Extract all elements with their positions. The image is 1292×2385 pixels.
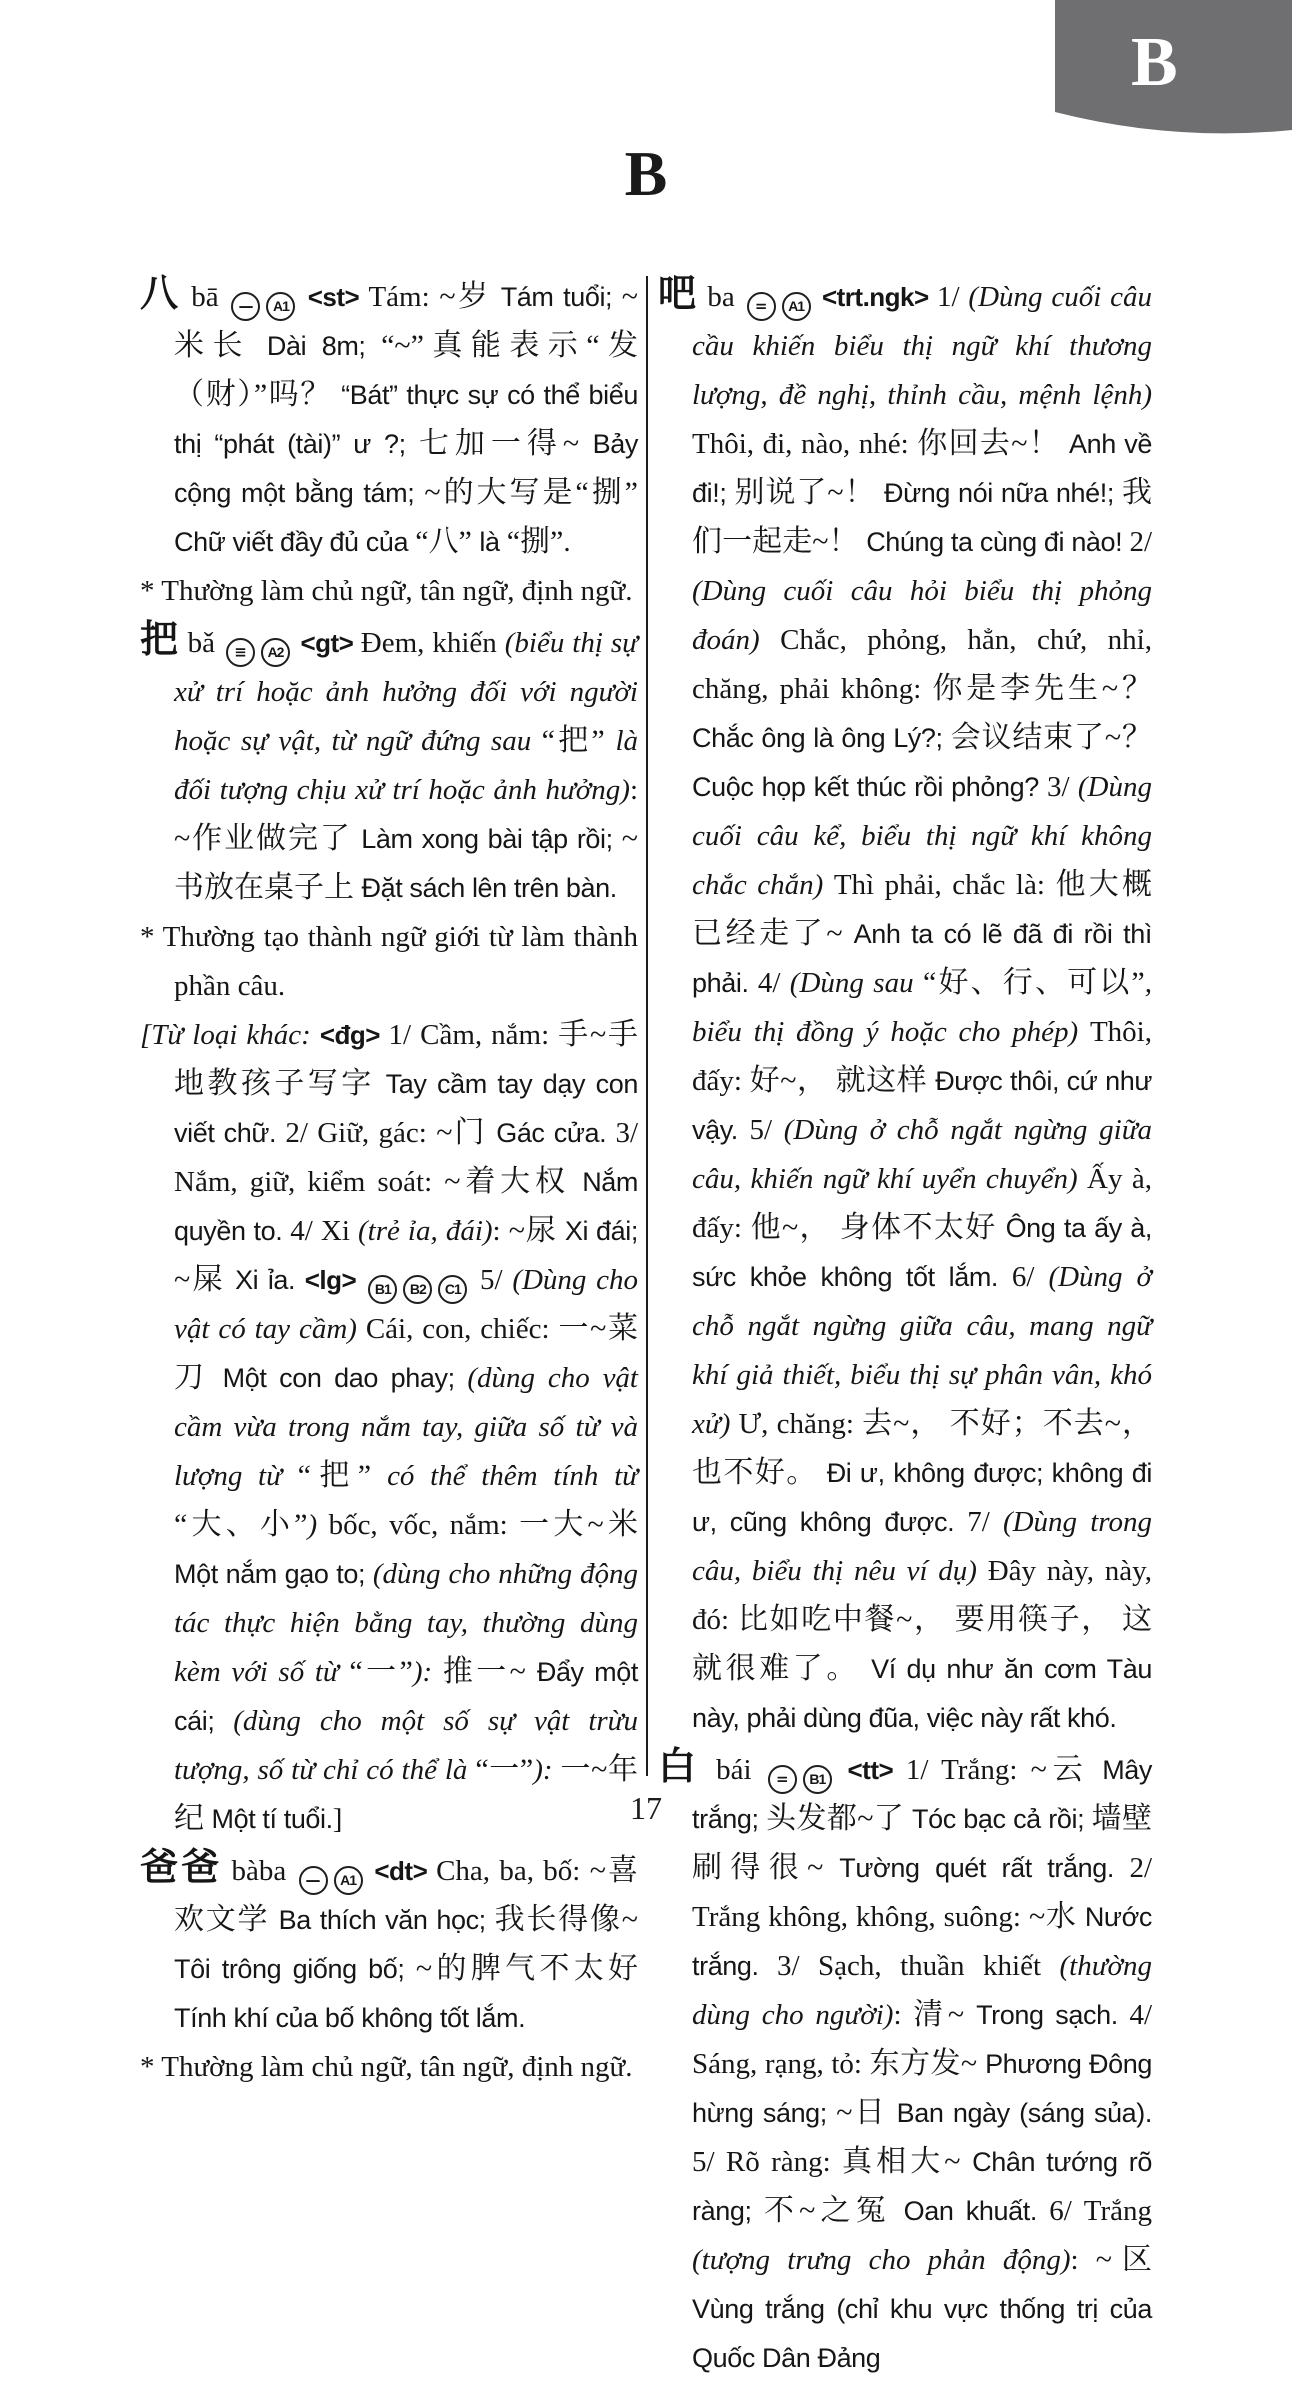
text-segment-vn: Chân tướng rõ ràng; <box>692 2147 1152 2226</box>
text-segment-cn: 你回去~！ <box>917 427 1069 460</box>
text-segment-cn: ~喜欢文学 <box>174 1854 638 1936</box>
tier-circle-icon: — <box>299 1866 328 1895</box>
text-segment-it: (Dùng cuối câu cầu khiến biểu thị ngữ khí thương lượng, đề nghị, thỉnh cầu, mệnh lệnh) <box>692 281 1152 411</box>
text-segment-vn: Tóc bạc cả rồi; <box>912 1804 1092 1834</box>
text-segment-vn: Ba thích văn học; <box>278 1905 495 1935</box>
text-segment-hw: 八 <box>140 273 182 315</box>
usage-note <box>140 569 638 618</box>
text-segment-hw: 吧 <box>658 273 699 315</box>
text-segment-vn: Tay cầm tay dạy con viết chữ. <box>174 1069 638 1148</box>
level-circle-icon: A2 <box>261 638 290 667</box>
text-segment-rm: 1/ <box>937 281 969 313</box>
text-segment-rm: 4/ Sáng, rạng, tỏ: <box>692 1999 1152 2080</box>
text-segment-rm: * Thường làm chủ ngữ, tân ngữ, định ngữ. <box>140 2051 633 2083</box>
text-segment-cn: 你是李先生~？ <box>932 672 1152 705</box>
text-segment-rm: 1/ Trắng: <box>905 1754 1031 1786</box>
text-segment-cn: “捌” <box>506 525 564 558</box>
text-segment-cn: 比如吃中餐~， 要用筷子， 这就很难了。 <box>692 1603 1152 1685</box>
text-segment-vn: Một con dao phay; <box>222 1363 468 1393</box>
text-segment-cn: 他~， 身体不太好 <box>750 1211 1006 1244</box>
text-segment-cn: ~水 <box>1028 1900 1085 1933</box>
text-segment-cn: 头发都~了 <box>766 1802 913 1835</box>
text-segment-cn: ~米长 <box>174 280 639 362</box>
text-segment-it: (Dùng trong câu, biểu thị nêu ví dụ) <box>692 1506 1152 1587</box>
text-segment-vn: Làm xong bài tập rồi; <box>361 824 622 854</box>
text-segment-vn: “Bát” thực sự có thể biểu thị “phát (tài)” ư ?; <box>174 380 639 459</box>
text-segment-tag: <lg> <box>304 1265 366 1295</box>
text-segment-rm: * Thường làm chủ ngữ, tân ngữ, định ngữ. <box>140 575 633 607</box>
text-segment-it: (dùng cho những động tác thực hiện bằng tay, thường dùng kèm với số từ <box>174 1558 638 1688</box>
text-segment-cn: ~作业做完了 <box>174 822 362 855</box>
text-segment-cn: “把” <box>297 1459 388 1492</box>
text-segment-cn: “把” <box>541 724 616 757</box>
text-segment-rm: 5/ Rõ ràng: <box>692 2146 843 2178</box>
text-segment-vn: Vùng trắng (chỉ khu vực thống trị của Quốc Dân Đảng <box>692 2294 1152 2373</box>
text-segment-cn: ~尿 <box>508 1214 565 1247</box>
text-segment-cn: “~”真能表示“发（财）”吗？ <box>174 329 638 411</box>
text-segment-rm: Đây này, này, đó: <box>692 1555 1152 1636</box>
thumb-tab-letter: B <box>1131 24 1178 101</box>
text-segment-vn: Trong sạch. <box>976 2000 1130 2030</box>
text-segment-hw: 爸爸 <box>140 1847 223 1889</box>
text-segment-vn: Tường quét rất trắng. <box>839 1853 1130 1883</box>
text-segment-rm: Ư, chăng: <box>738 1408 863 1440</box>
usage-note <box>140 915 638 1013</box>
text-segment-it: (Dùng ở chỗ ngắt ngừng giữa câu, mang ngữ khí giả thiết, biểu thị sự phân vân, khó xử) <box>692 1261 1153 1440</box>
text-segment-vn: Anh về đi!; <box>692 429 1152 508</box>
level-circle-icon: A1 <box>782 292 811 321</box>
text-segment-tag: <tt> <box>834 1755 906 1785</box>
text-segment-cn: ~书放在桌子上 <box>174 822 638 904</box>
text-segment-it: , biểu thị đồng ý hoặc cho phép) <box>692 967 1152 1048</box>
text-segment-cn: 一~菜刀 <box>174 1312 639 1394</box>
entry-bai <box>658 1745 1152 2385</box>
text-segment-cn: ~的大写是“捌” <box>424 476 638 509</box>
text-segment-vn: Được thôi, cứ như vậy. <box>692 1066 1152 1145</box>
text-segment-rm: bốc, vốc, nắm: <box>328 1509 520 1541</box>
text-segment-cn: 一~年纪 <box>174 1753 639 1835</box>
text-segment-rm: . <box>563 526 571 558</box>
text-segment-it: ) <box>307 1509 329 1541</box>
text-segment-hw: 白 <box>658 1746 703 1788</box>
level-circle-icon: A1 <box>266 292 295 321</box>
text-segment-cn: 真相大~ <box>842 2145 973 2178</box>
usage-note <box>140 2045 638 2094</box>
text-segment-rm: * Thường tạo thành ngữ giới từ làm thành phần câu. <box>140 921 638 1002</box>
text-segment-vn: Xi ỉa. <box>235 1265 305 1295</box>
text-segment-it: (Dùng cuối câu hỏi biểu thị phỏng đoán) <box>692 575 1152 656</box>
text-segment-rm: 3/ Nắm, giữ, kiểm soát: <box>174 1117 638 1198</box>
text-segment-cn: 我们一起走~！ <box>692 476 1152 558</box>
text-segment-cn: 不~之冤 <box>763 2194 904 2227</box>
text-segment-vn: Gác cửa. <box>496 1118 616 1148</box>
text-segment-rm: 4/ <box>757 967 790 999</box>
text-segment-cn: 会议结束了~？ <box>950 721 1152 754</box>
text-segment-rm: 2/ Giữ, gác: <box>285 1117 437 1149</box>
text-segment-rm: Thôi, đi, nào, nhé: <box>692 428 918 460</box>
text-segment-vn: Dài 8m; <box>266 331 382 361</box>
right-column <box>658 272 1152 2385</box>
text-segment-cn: “八” <box>415 525 480 558</box>
text-segment-it: (Dùng sau <box>789 967 923 999</box>
text-segment-rm: 6/ Trắng <box>1049 2195 1152 2227</box>
page-number: 17 <box>630 1790 662 1826</box>
text-segment-it: [Từ loại khác: <box>140 1019 320 1051</box>
level-circle-icon: C1 <box>438 1275 467 1304</box>
level-circle-icon: B2 <box>403 1275 432 1304</box>
text-segment-cn: ~门 <box>436 1116 497 1149</box>
text-segment-cn: 他大概已经走了~ <box>692 868 1152 950</box>
text-segment-cn: “好、行、可以” <box>923 966 1145 999</box>
text-segment-it: (dùng cho vật cầm vừa trong nắm tay, giữa số từ và lượng từ <box>174 1362 638 1492</box>
text-segment-rm: 4/ Xi <box>290 1215 358 1247</box>
text-segment-rm: Thôi, đấy: <box>692 1016 1152 1097</box>
text-segment-it: (trẻ ỉa, đái) <box>357 1215 493 1247</box>
text-segment-it: (biểu thị sự xử trí hoặc ảnh hưởng đối với người hoặc sự vật, từ ngữ đứng sau <box>174 627 638 757</box>
text-segment-vn: Tính khí của bố không tốt lắm. <box>174 2003 526 2033</box>
text-segment-vn: Đi ư, không được; không đi ư, cũng không được. <box>692 1458 1152 1537</box>
entry-ba8 <box>140 272 638 569</box>
text-segment-pin: ba <box>698 281 744 313</box>
text-segment-rm: ] <box>332 1803 343 1835</box>
text-segment-cn: “一” <box>475 1753 534 1786</box>
text-segment-it: (thường dùng cho người) <box>692 1950 1153 2031</box>
text-segment-cn: 推一~ <box>442 1655 537 1688</box>
text-segment-vn: Cuộc họp kết thúc rồi phỏng? <box>692 772 1048 802</box>
text-segment-cn: ~着大权 <box>444 1165 583 1198</box>
text-segment-cn: 别说了~！ <box>734 476 884 509</box>
text-segment-tag: <gt> <box>293 628 361 658</box>
text-segment-it: ): <box>533 1754 561 1786</box>
text-segment-vn: Xi đái; <box>564 1216 638 1246</box>
text-segment-cn: 手~手地教孩子写字 <box>174 1018 639 1100</box>
text-segment-vn: là <box>479 527 507 557</box>
text-segment-it: ): <box>412 1656 443 1688</box>
text-segment-vn: Một tí tuổi. <box>211 1804 333 1834</box>
text-segment-rm: Tám: <box>368 281 440 313</box>
text-segment-rm: : <box>492 1215 509 1247</box>
text-segment-rm: Ấy à, đấy: <box>692 1163 1152 1244</box>
text-segment-vn: Chắc ông là ông Lý?; <box>692 723 951 753</box>
text-segment-vn: Tôi trông giống bố; <box>174 1954 416 1984</box>
text-segment-rm: Cha, ba, bố: <box>436 1855 590 1887</box>
text-segment-it: (Dùng cho vật có tay cầm) <box>174 1264 638 1345</box>
text-segment-vn: Chúng ta cùng đi nào! <box>866 527 1130 557</box>
text-segment-pin: bàba <box>222 1855 296 1887</box>
text-segment-vn: Một nắm gạo to; <box>174 1559 373 1589</box>
text-segment-vn: Mây trắng; <box>692 1755 1152 1834</box>
text-segment-rm: 5/ <box>749 1114 784 1146</box>
text-segment-vn: Chữ viết đầy đủ của <box>174 527 416 557</box>
text-segment-cn: 七加一得~ <box>418 427 593 460</box>
text-segment-vn: Đừng nói nữa nhé!; <box>883 478 1122 508</box>
text-segment-vn: Anh ta có lẽ đã đi rồi thì phải. <box>692 919 1152 998</box>
text-segment-cn: 去~， 不好；不去~， 也不好。 <box>692 1407 1152 1489</box>
entry-ba3 <box>140 618 638 915</box>
text-segment-rm: Cái, con, chiếc: <box>365 1313 559 1345</box>
text-segment-rm: 3/ <box>1047 771 1078 803</box>
text-segment-cn: 我长得像~ <box>494 1903 638 1936</box>
tier-circle-icon: = <box>768 1765 797 1794</box>
text-segment-rm: 2/ <box>1129 526 1152 558</box>
text-segment-vn: Nước trắng. <box>692 1902 1152 1981</box>
text-segment-rm: 3/ Sạch, thuần khiết <box>776 1950 1060 1982</box>
entry-ba3-other-pos <box>140 1013 638 1846</box>
text-segment-rm: 7/ <box>967 1506 1003 1538</box>
section-heading-letter: B <box>624 138 668 209</box>
text-segment-cn: ~的脾气不太好 <box>415 1952 639 1985</box>
text-segment-rm: : <box>629 774 638 806</box>
text-segment-cn: “一” <box>349 1655 413 1688</box>
text-segment-it: là đối tượng chịu xử trí hoặc ảnh hưởng) <box>174 725 638 806</box>
text-segment-vn: Nắm quyền to. <box>174 1167 639 1246</box>
text-segment-rm: 5/ <box>470 1264 513 1296</box>
text-segment-vn: Đẩy một cái; <box>174 1657 638 1736</box>
text-segment-it: (Dùng ở chỗ ngắt ngừng giữa câu, khiến ngữ khí uyển chuyển) <box>692 1114 1153 1195</box>
text-segment-it: (Dùng cuối câu kể, biểu thị ngữ khí không chắc chắn) <box>692 771 1152 901</box>
text-segment-vn: Phương Đông hừng sáng; <box>692 2049 1152 2128</box>
text-segment-tag: <st> <box>298 282 369 312</box>
level-circle-icon: A1 <box>334 1866 363 1895</box>
tier-circle-icon: — <box>231 292 260 321</box>
text-segment-vn: Bảy cộng một bằng tám; <box>174 429 638 508</box>
text-segment-rm: Thì phải, chắc là: <box>833 869 1056 901</box>
text-segment-vn: Tám tuổi; <box>500 282 622 312</box>
text-segment-cn: 一大~米 <box>519 1508 638 1541</box>
text-segment-cn: 东方发~ <box>869 2047 986 2080</box>
text-segment-rm: : <box>1070 2244 1096 2276</box>
tier-circle-icon: = <box>747 292 776 321</box>
text-segment-vn: Oan khuất. <box>903 2196 1050 2226</box>
text-segment-tag: <dt> <box>365 1856 437 1886</box>
text-segment-hw: 把 <box>140 619 180 661</box>
text-segment-rm: Đem, khiến <box>360 627 505 659</box>
text-segment-it: (tượng trưng cho phản động) <box>692 2244 1071 2276</box>
text-segment-pin: bái <box>702 1754 765 1786</box>
text-segment-it: có thể thêm tính từ <box>387 1460 638 1492</box>
text-segment-rm: Chắc, phỏng, hẳn, chứ, nhỉ, chăng, phải không: <box>692 624 1152 705</box>
text-segment-tag: <trt.ngk> <box>813 282 938 312</box>
text-segment-cn: ~区 <box>1095 2243 1152 2276</box>
level-circle-icon: B1 <box>803 1765 832 1794</box>
text-segment-cn: ~日 <box>836 2096 897 2129</box>
section-thumb-tab <box>1055 0 1292 150</box>
text-segment-cn: 墙壁刷得很~ <box>692 1802 1153 1884</box>
text-segment-vn: Ví dụ như ăn cơm Tàu này, phải dùng đũa, việc này rất khó. <box>692 1654 1152 1733</box>
text-segment-vn: Đặt sách lên trên bàn. <box>361 873 617 903</box>
text-segment-rm: 6/ <box>1011 1261 1049 1293</box>
text-segment-cn: ~岁 <box>439 280 501 313</box>
text-segment-cn: “大、小” <box>174 1508 308 1541</box>
text-segment-vn: Ông ta ấy à, sức khỏe không tốt lắm. <box>692 1213 1152 1292</box>
text-segment-cn: ~云 <box>1030 1753 1103 1786</box>
entry-baba <box>140 1846 638 2045</box>
tier-circle-icon: ≡ <box>226 638 255 667</box>
text-segment-cn: 好~， 就这样 <box>749 1064 936 1097</box>
level-circle-icon: B1 <box>368 1275 397 1304</box>
text-segment-it: (dùng cho một số sự vật trừu tượng, số từ chỉ có thể là <box>174 1705 638 1786</box>
text-segment-vn: Ban ngày (sáng sủa). <box>896 2098 1152 2128</box>
text-segment-rm: 1/ Cầm, nắm: <box>388 1019 559 1051</box>
text-segment-cn: ~屎 <box>174 1263 236 1296</box>
text-segment-rm: : <box>893 1999 914 2031</box>
text-segment-rm: 2/ Trắng không, không, suông: <box>692 1852 1152 1933</box>
text-segment-pin: bā <box>181 281 229 313</box>
column-divider-rule <box>646 276 648 1776</box>
text-segment-pin: bǎ <box>179 627 224 659</box>
text-segment-cn: 清~ <box>913 1998 977 2031</box>
text-segment-tag: <đg> <box>319 1020 389 1050</box>
entry-ba-particle <box>658 272 1152 1745</box>
